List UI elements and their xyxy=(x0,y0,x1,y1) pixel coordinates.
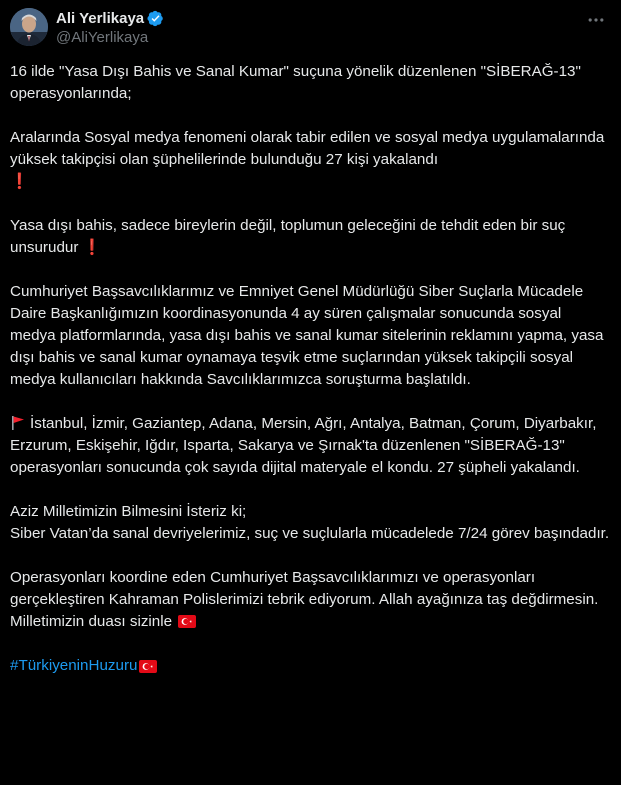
turkish-flag-icon xyxy=(139,660,157,673)
tweet-paragraph xyxy=(10,567,610,633)
paragraph-text: Aziz Milletimizin Bilmesini İsteriz ki; xyxy=(10,503,247,520)
more-options-icon[interactable] xyxy=(586,10,606,30)
paragraph-text: Yasa dışı bahis, sadece bireylerin değil, toplumun geleceğini de tehdit eden bir suç unsurudur xyxy=(10,217,570,256)
paragraph-text: Operasyonları koordine eden Cumhuriyet Başsavcılıklarımızı ve operasyonları gerçekleştiren Kahraman Polislerimizi tebrik ediyorum. Allah ayağınıza taş değdirmesin. Milletimizin duası sizinle xyxy=(10,569,603,630)
red-flag-icon xyxy=(10,415,26,430)
paragraph-text: Cumhuriyet Başsavcılıklarımız ve Emniyet Genel Müdürlüğü Siber Suçlarla Mücadele Daire Başkanlığımızın koordinasyonunda 4 ay süren çalışmalar sonucunda sosyal medya platformlarında, yasa dışı bahis ve sanal kumar sitelerinin reklamını yapma, yasa dışı bahis ve sanal kumar oynamaya teşvik etme suçlarından yüksek takipçili sosyal medya kullanıcıları hakkında Savcılıklarımızca soruşturma başlatıldı. xyxy=(10,283,608,388)
tweet-text xyxy=(10,61,610,677)
author-info xyxy=(56,9,164,46)
tweet-paragraph xyxy=(10,281,610,391)
tweet-paragraph xyxy=(10,413,610,479)
paragraph-text: İstanbul, İzmir, Gaziantep, Adana, Mersin, Ağrı, Antalya, Batman, Çorum, Diyarbakır, Erzurum, Eskişehir, Iğdır, Isparta, Sakarya ve Şırnak'ta düzenlenen "SİBERAĞ-13" operasyonları sonucunda çok sayıda dijital materyale el kondu. 27 şüpheli yakalandı. xyxy=(10,415,601,476)
exclamation-icon: ❗ xyxy=(82,239,102,256)
tweet-header xyxy=(10,8,610,48)
hashtag-link[interactable]: #TürkiyeninHuzuru xyxy=(10,657,138,674)
exclamation-icon: ❗ xyxy=(10,173,29,190)
verified-badge-icon xyxy=(147,10,164,27)
author-display-name[interactable]: Ali Yerlikaya xyxy=(56,10,145,27)
avatar-portrait-icon xyxy=(10,8,48,46)
tweet-paragraph xyxy=(10,61,610,105)
author-handle[interactable]: @AliYerlikaya xyxy=(56,29,149,46)
tweet-paragraph xyxy=(10,215,610,259)
hashtag-line xyxy=(10,655,610,677)
paragraph-text: Siber Vatan’da sanal devriyelerimiz, suç ve suçlularla mücadelede 7/24 görev başındadır. xyxy=(10,525,610,542)
paragraph-text: 16 ilde "Yasa Dışı Bahis ve Sanal Kumar" suçuna yönelik düzenlenen "SİBERAĞ-13" operasyonlarında; xyxy=(10,63,586,102)
avatar[interactable] xyxy=(10,8,48,46)
turkish-flag-icon xyxy=(178,615,196,628)
paragraph-text: Aralarında Sosyal medya fenomeni olarak tabir edilen ve sosyal medya uygulamalarında yüksek takipçisi olan şüphelilerinde bulunduğu 27 kişi yakalandı xyxy=(10,129,609,168)
tweet-paragraph xyxy=(10,127,610,193)
author-name-row xyxy=(56,9,164,28)
tweet-paragraph xyxy=(10,501,610,545)
